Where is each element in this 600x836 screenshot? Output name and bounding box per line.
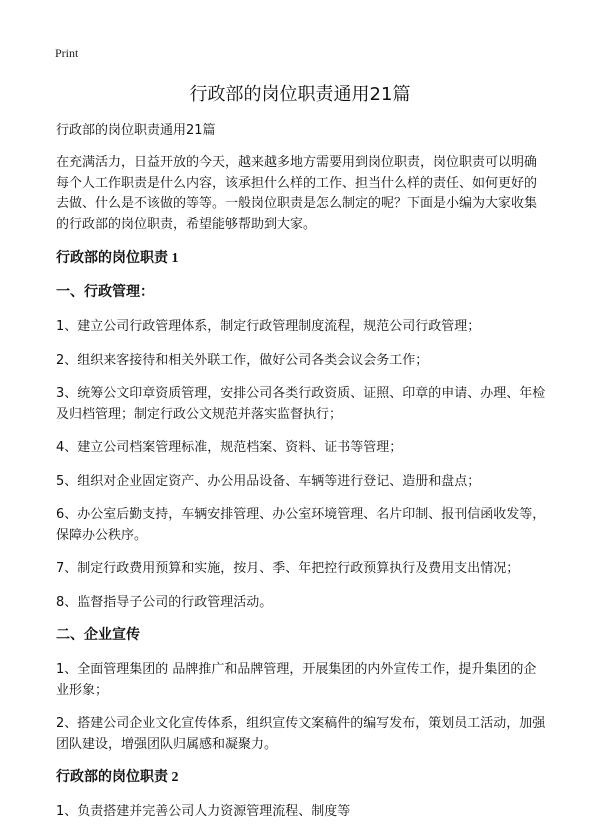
document-body <box>56 121 546 836</box>
list-item: 3、统筹公文印章资质管理，安排公司各类行政资质、证照、印章的申请、办理、年检及归档管理；制定行政公文规范并落实监督执行； <box>56 386 546 422</box>
list-item: 1、建立公司行政管理体系，制定行政管理制度流程，规范公司行政管理； <box>56 319 481 334</box>
section-heading-2: 行政部的岗位职责 2 <box>56 770 179 785</box>
list-item: 2、搭建公司企业文化宣传体系，组织宣传文案稿件的编写发布，策划员工活动，加强团队建设，增强团队归属感和凝聚力。 <box>56 716 546 752</box>
document-subtitle: 行政部的岗位职责通用21篇 <box>56 123 216 138</box>
page-title: 行政部的岗位职责通用21篇 <box>189 84 411 105</box>
part-heading-admin: 一、行政管理： <box>56 285 154 300</box>
list-item: 2、组织来客接待和相关外联工作，做好公司各类会议会务工作； <box>56 352 429 368</box>
list-item: 1、全面管理集团的 品牌推广和品牌管理，开展集团的内外宣传工作，提升集团的企业形象； <box>56 662 537 698</box>
list-item: 4、建立公司档案管理标准，规范档案、资料、证书等管理； <box>56 440 403 455</box>
list-item: 6、办公室后勤支持，车辆安排管理、办公室环境管理、名片印制、报刊信函收发等，保障办公秩序。 <box>56 507 546 543</box>
part-heading-publicity: 二、企业宣传 <box>56 628 140 643</box>
intro-paragraph: 在充满活力，日益开放的今天，越来越多地方需要用到岗位职责，岗位职责可以明确每个人工作职责是什么内容，该承担什么样的工作、担当什么样的责任、如何更好的去做、什么是不该做的等等。一般岗位职责是怎么制定的呢？下面是小编为大家收集的行政部的岗位职责，希望能够帮助到大家。 <box>56 155 538 232</box>
print-label[interactable]: Print <box>55 46 79 60</box>
list-item: 8、监督指导子公司的行政管理活动。 <box>56 594 273 610</box>
section-heading-1: 行政部的岗位职责 1 <box>56 251 179 266</box>
list-item: 5、组织对企业固定资产、办公用品设备、车辆等进行登记、造册和盘点； <box>56 473 481 489</box>
list-item: 1、负责搭建并完善公司人力资源管理流程、制度等 <box>56 804 351 819</box>
list-item: 7、制定行政费用预算和实施，按月、季、年把控行政预算执行及费用支出情况； <box>56 561 520 576</box>
